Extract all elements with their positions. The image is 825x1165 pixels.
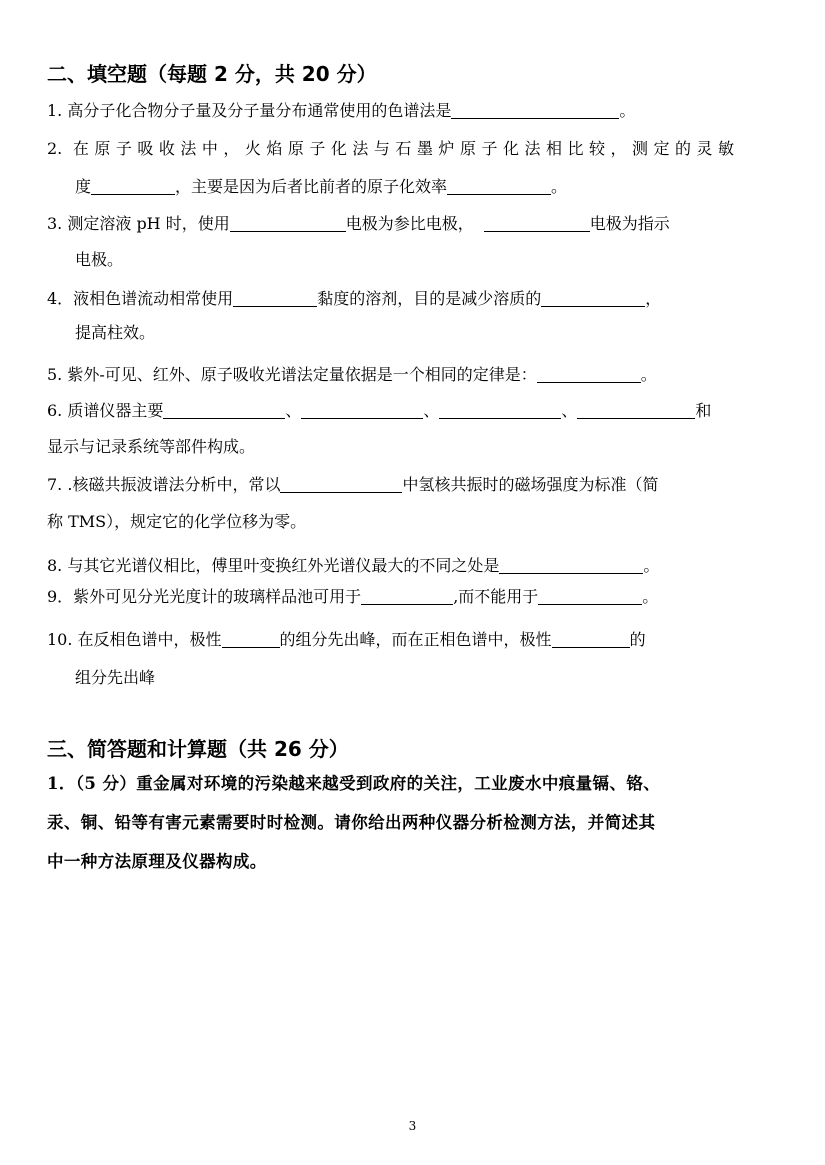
answer-blank[interactable] (163, 401, 285, 419)
question-4-line-2: 提高柱效。 (75, 323, 156, 342)
question-9: 9．紫外可见分光光度计的玻璃样品池可用于 ,而不能用于 。 (47, 587, 659, 606)
question-2-line-2: 度 ，主要是因为后者比前者的原子化效率 。 (75, 177, 568, 196)
question-5: 5. 紫外-可见、红外、原子吸收光谱法定量依据是一个相同的定律是： 。 (47, 365, 657, 384)
answer-blank[interactable] (538, 587, 642, 605)
answer-blank[interactable] (451, 101, 619, 119)
answer-blank[interactable] (499, 556, 643, 574)
answer-blank[interactable] (280, 475, 402, 493)
section-2-title: 二、填空题（每题 2 分，共 20 分） (47, 62, 377, 86)
question-2-line-1: 2. 在原子吸收法中，火焰原子化法与石墨炉原子化法相比较，测定的灵敏 (47, 139, 734, 158)
question-3-line-1: 3. 测定溶液 pH 时，使用 电极为参比电极， 电极为指示 (47, 214, 670, 233)
answer-blank[interactable] (541, 289, 645, 307)
answer-blank[interactable] (91, 177, 175, 195)
answer-blank[interactable] (230, 214, 346, 232)
question-10-line-2: 组分先出峰 (75, 668, 156, 687)
answer-blank[interactable] (439, 401, 561, 419)
question-6-line-1: 6. 质谱仪器主要 、 、 、 和 (47, 401, 712, 420)
section-3-title: 三、简答题和计算题（共 26 分） (47, 737, 349, 761)
essay-question-1-line-1: 1．（5 分）重金属对环境的污染越来越受到政府的关注，工业废水中痕量镉、铬、 (47, 774, 661, 793)
question-1: 1. 高分子化合物分子量及分子量分布通常使用的色谱法是 。 (47, 101, 636, 120)
question-7-line-2: 称 TMS），规定它的化学位移为零。 (47, 512, 307, 531)
essay-question-1-line-3: 中一种方法原理及仪器构成。 (47, 852, 267, 871)
answer-blank[interactable] (233, 289, 317, 307)
question-6-line-2: 显示与记录系统等部件构成。 (47, 437, 256, 456)
answer-blank[interactable] (361, 587, 453, 605)
question-7-line-1: 7. .核磁共振波谱法分析中，常以 中氢核共振时的磁场强度为标准（简 (47, 475, 659, 494)
question-10-line-1: 10. 在反相色谱中，极性 的组分先出峰，而在正相色谱中，极性 的 (47, 630, 646, 649)
page-number: 3 (408, 1119, 417, 1133)
answer-blank[interactable] (447, 177, 551, 195)
answer-blank[interactable] (484, 214, 590, 232)
answer-blank[interactable] (301, 401, 423, 419)
essay-question-1-line-2: 汞、铜、铅等有害元素需要时时检测。请你给出两种仪器分析检测方法，并简述其 (47, 813, 656, 832)
question-8: 8. 与其它光谱仪相比，傅里叶变换红外光谱仪最大的不同之处是 。 (47, 556, 660, 575)
answer-blank[interactable] (577, 401, 695, 419)
answer-blank[interactable] (537, 365, 641, 383)
answer-blank[interactable] (552, 630, 630, 648)
answer-blank[interactable] (222, 630, 280, 648)
question-4-line-1: 4．液相色谱流动相常使用 黏度的溶剂，目的是减少溶质的 ， (47, 289, 662, 308)
question-3-line-2: 电极。 (75, 250, 124, 269)
